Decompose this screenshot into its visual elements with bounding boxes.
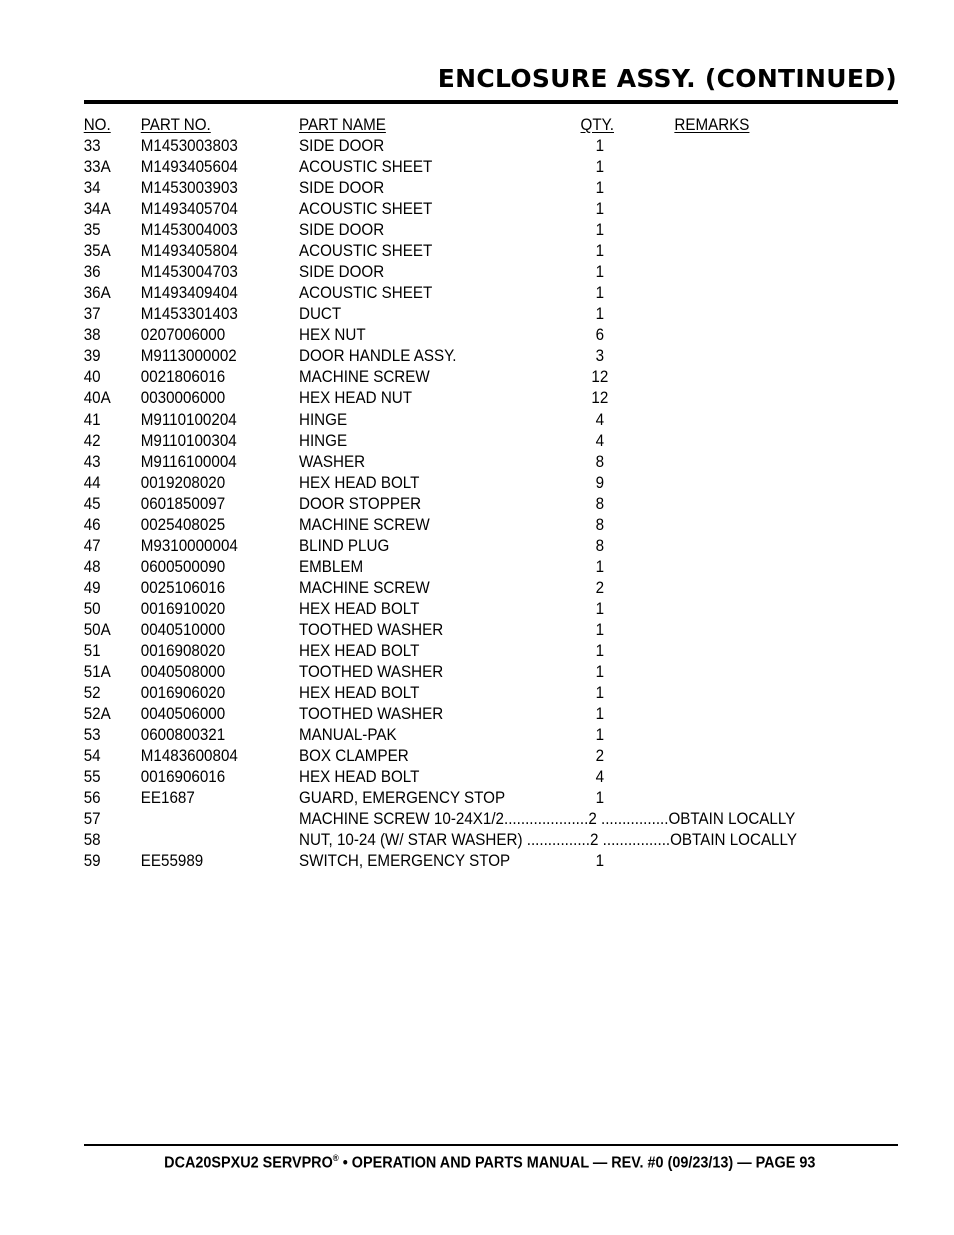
row-part-no: M1453003903	[140, 179, 238, 198]
header-qty: QTY.	[580, 116, 614, 134]
row-part-name: SIDE DOOR	[299, 263, 385, 282]
row-no: 46	[83, 515, 101, 534]
row-part-no: 0019208020	[140, 473, 226, 492]
row-no: 52A	[83, 705, 111, 724]
row-qty: 3	[595, 347, 605, 366]
row-part-name: MACHINE SCREW	[299, 515, 430, 534]
row-part-no: 0021806016	[140, 368, 226, 387]
row-no: 44	[83, 473, 101, 492]
row-qty: 4	[595, 768, 605, 787]
table-row	[0, 199, 878, 220]
row-part-no: M9116100004	[140, 452, 237, 471]
row-no: 59	[83, 852, 101, 871]
row-part-no: 0040508000	[140, 663, 226, 681]
row-no: 50A	[83, 620, 111, 639]
row-part-no: 0040510000	[140, 620, 226, 639]
table-row	[0, 136, 878, 157]
row-part-no: 0207006000	[140, 326, 226, 345]
row-part-name: BOX CLAMPER	[299, 747, 409, 766]
table-row	[0, 683, 878, 704]
row-part-name: SIDE DOOR	[299, 179, 385, 198]
row-part-name: DUCT	[299, 305, 342, 324]
table-row	[0, 662, 878, 683]
header-part-name: PART NAME	[299, 116, 386, 134]
row-part-name: HEX HEAD BOLT	[299, 768, 420, 787]
row-qty: 1	[595, 263, 605, 282]
row-no: 54	[83, 747, 101, 766]
row-part-no: M1493405804	[140, 242, 238, 261]
row-part-no: M9310000004	[140, 536, 238, 555]
table-row	[0, 431, 878, 452]
table-row	[0, 388, 878, 409]
row-qty: 1	[595, 641, 605, 660]
row-part-no: 0030006000	[140, 389, 226, 408]
row-qty: 12	[591, 389, 609, 408]
row-part-name: MANUAL-PAK	[299, 726, 397, 745]
row-qty: 1	[595, 242, 605, 261]
row-part-name: WASHER	[299, 452, 366, 471]
row-part-no: 0040506000	[140, 705, 226, 724]
row-no: 45	[83, 494, 101, 513]
table-row	[0, 767, 878, 788]
row-part-no: 0025408025	[140, 515, 226, 534]
row-qty: 2	[595, 578, 605, 597]
row-no: 35A	[83, 242, 111, 261]
row-qty: 1	[595, 599, 605, 618]
row-qty: 1	[595, 789, 605, 808]
row-no: 41	[83, 410, 101, 429]
row-no: 33	[83, 137, 101, 155]
row-qty: 1	[595, 557, 605, 576]
row-qty: 9	[595, 473, 605, 492]
table-row	[0, 620, 878, 641]
row-part-no: 0016908020	[140, 641, 226, 660]
header-remarks: REMARKS	[674, 116, 750, 134]
row-part-no: 0600500090	[140, 557, 226, 576]
row-part-name: TOOTHED WASHER	[299, 620, 444, 639]
row-qty: 2	[595, 747, 605, 766]
registered-mark: ®	[332, 1153, 339, 1163]
row-qty: 1	[595, 663, 605, 681]
row-part-name: ACOUSTIC SHEET	[299, 242, 433, 261]
row-qty: 8	[595, 494, 605, 513]
row-part-name: HEX NUT	[299, 326, 366, 345]
table-row	[0, 241, 878, 262]
row-part-name: DOOR HANDLE ASSY.	[299, 347, 457, 366]
page-title: ENCLOSURE ASSY. (CONTINUED)	[437, 64, 897, 93]
row-part-no: EE1687	[140, 789, 195, 808]
row-part-name: SIDE DOOR	[299, 137, 385, 155]
table-row	[0, 641, 878, 662]
table-row	[0, 220, 878, 241]
row-part-no: 0016906020	[140, 684, 226, 703]
row-qty: 1	[595, 221, 605, 240]
row-part-no: M1453301403	[140, 305, 238, 324]
row-no: 35	[83, 221, 101, 240]
row-part-no: 0601850097	[140, 494, 226, 513]
row-part-name: ACOUSTIC SHEET	[299, 200, 433, 219]
row-part-name: HEX HEAD BOLT	[299, 684, 420, 703]
row-no: 42	[83, 431, 101, 450]
row-part-no: M9113000002	[140, 347, 237, 366]
table-row	[0, 262, 878, 283]
row-part-name: MACHINE SCREW	[299, 368, 430, 387]
row-part-no: 0016910020	[140, 599, 226, 618]
table-row	[0, 725, 878, 746]
row-no: 56	[83, 789, 101, 808]
row-part-no: M1483600804	[140, 747, 238, 766]
row-qty: 4	[595, 410, 605, 429]
table-row	[0, 704, 878, 725]
header-part-no: PART NO.	[140, 116, 211, 134]
table-row	[0, 346, 878, 367]
row-no: 43	[83, 452, 101, 471]
row-no: 39	[83, 347, 101, 366]
row-part-name: HEX HEAD BOLT	[299, 641, 420, 660]
row-no: 37	[83, 305, 101, 324]
table-row	[0, 367, 878, 388]
table-row	[0, 325, 878, 346]
row-no: 50	[83, 599, 101, 618]
table-row	[0, 788, 878, 809]
row-qty: 8	[595, 515, 605, 534]
table-row	[0, 494, 878, 515]
row-qty: 8	[595, 536, 605, 555]
row-qty: 1	[595, 705, 605, 724]
row-qty: 1	[595, 620, 605, 639]
row-qty: 1	[595, 158, 605, 177]
row-part-name: SWITCH, EMERGENCY STOP	[299, 852, 511, 871]
row-part-name: SIDE DOOR	[299, 221, 385, 240]
row-part-name: MACHINE SCREW	[299, 578, 430, 597]
row-no: 34	[83, 179, 101, 198]
row-part-no: M1453004003	[140, 221, 238, 240]
row-qty: 1	[595, 137, 605, 155]
table-row	[0, 536, 878, 557]
row-no: 51A	[83, 663, 111, 681]
row-part-name: HINGE	[299, 431, 348, 450]
row-no: 52	[83, 684, 101, 703]
row-qty: 6	[595, 326, 605, 345]
title-divider	[84, 100, 898, 104]
row-part-name: ACOUSTIC SHEET	[299, 158, 433, 177]
row-part-no: M1453004703	[140, 263, 238, 282]
row-part-no: M1493405604	[140, 158, 238, 177]
table-row	[0, 809, 878, 830]
table-row	[0, 851, 878, 872]
table-row	[0, 304, 878, 325]
row-part-no: M1453003803	[140, 137, 238, 155]
row-part-no: M9110100204	[140, 410, 237, 429]
row-no: 34A	[83, 200, 111, 219]
row-part-name: EMBLEM	[299, 557, 364, 576]
footer-text: • OPERATION AND PARTS MANUAL — REV. #0 (09/23/13) — PAGE 93	[338, 1154, 816, 1172]
row-qty: 12	[591, 368, 609, 387]
row-part-no: EE55989	[140, 852, 204, 871]
row-qty: 1	[595, 305, 605, 324]
row-part-name: HEX HEAD BOLT	[299, 599, 420, 618]
row-qty: 4	[595, 431, 605, 450]
row-no: 33A	[83, 158, 111, 177]
row-no: 58	[83, 831, 101, 850]
footer-divider	[84, 1144, 898, 1146]
row-no: 47	[83, 536, 101, 555]
row-qty: 1	[595, 726, 605, 745]
row-part-name: HEX HEAD NUT	[299, 389, 413, 408]
row-no: 36A	[83, 284, 111, 303]
row-qty: 1	[595, 200, 605, 219]
row-leader-line: MACHINE SCREW 10-24X1/2....................2 ................OBTAIN LOCALLY	[299, 810, 796, 829]
row-part-name: HEX HEAD BOLT	[299, 473, 420, 492]
row-no: 57	[83, 810, 101, 829]
row-part-no: M1493409404	[140, 284, 238, 303]
row-part-name: GUARD, EMERGENCY STOP	[299, 789, 506, 808]
row-no: 40A	[83, 389, 111, 408]
row-no: 36	[83, 263, 101, 282]
row-no: 40	[83, 368, 101, 387]
table-row	[0, 473, 878, 494]
row-qty: 1	[595, 284, 605, 303]
row-part-no: 0600800321	[140, 726, 226, 745]
table-row	[0, 557, 878, 578]
row-part-no: 0025106016	[140, 578, 226, 597]
table-row	[0, 452, 878, 473]
header-no: NO.	[83, 116, 111, 134]
footer-model: DCA20SPXU2 SERVPRO	[164, 1154, 333, 1172]
row-qty: 1	[595, 179, 605, 198]
table-row	[0, 283, 878, 304]
row-qty: 1	[595, 852, 605, 871]
row-part-no: 0016906016	[140, 768, 226, 787]
row-part-name: BLIND PLUG	[299, 536, 390, 555]
row-no: 53	[83, 726, 101, 745]
table-row	[0, 515, 878, 536]
row-part-name: DOOR STOPPER	[299, 494, 422, 513]
row-qty: 1	[595, 684, 605, 703]
row-leader-line: NUT, 10-24 (W/ STAR WASHER) ...............2 ................OBTAIN LOCALLY	[299, 831, 797, 850]
row-no: 38	[83, 326, 101, 345]
table-row	[0, 830, 878, 851]
row-part-name: ACOUSTIC SHEET	[299, 284, 433, 303]
row-qty: 8	[595, 452, 605, 471]
row-no: 55	[83, 768, 101, 787]
table-row	[0, 410, 878, 431]
table-row	[0, 178, 878, 199]
row-no: 48	[83, 557, 101, 576]
row-no: 49	[83, 578, 101, 597]
table-header	[0, 115, 878, 136]
row-part-no: M1493405704	[140, 200, 238, 219]
row-part-name: TOOTHED WASHER	[299, 705, 444, 724]
table-row	[0, 746, 878, 767]
row-part-no: M9110100304	[140, 431, 237, 450]
row-no: 51	[83, 641, 101, 660]
row-part-name: HINGE	[299, 410, 348, 429]
page-footer	[0, 1153, 954, 1172]
table-row	[0, 599, 878, 620]
table-row	[0, 578, 878, 599]
table-row	[0, 157, 878, 178]
row-part-name: TOOTHED WASHER	[299, 663, 444, 681]
